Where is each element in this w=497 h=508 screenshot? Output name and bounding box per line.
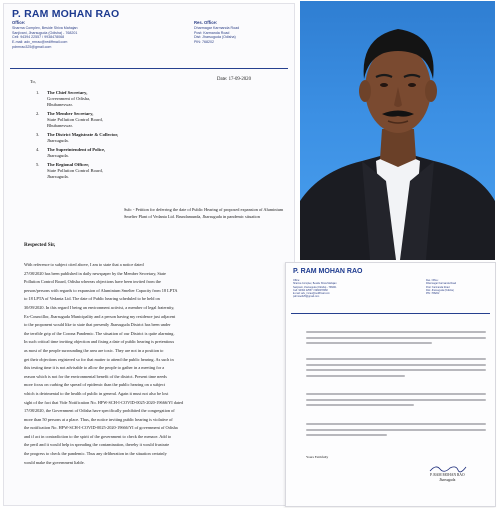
second-page-divider: [291, 313, 490, 314]
second-page-paragraph: [306, 393, 486, 410]
letter-page-second: [285, 262, 496, 507]
recipient-number: 5.: [36, 162, 40, 167]
body-line: 17/08/2020, the Government of Odisha have specifically prohibited the congregation of: [24, 408, 175, 414]
residence-line: Dist: Jharsuguda (Odisha): [194, 35, 236, 40]
signature-block: [430, 473, 465, 483]
recipient-number: 1.: [36, 90, 40, 95]
letterhead-divider: [10, 68, 288, 69]
recipient-title: The Superintendent of Police,: [47, 147, 106, 152]
office-line: Sharma Complex, Beside Shiva Mahajan: [293, 282, 337, 286]
letterhead-residence-block: [194, 21, 289, 45]
residence-line: Dist: Jharsuguda (Odisha): [426, 288, 454, 292]
body-line: which is detrimental to the health of public in general. Again it must not also be lost: [24, 390, 169, 396]
office-line: Sharma Complex, Beside Shiva Mahajan: [12, 25, 78, 30]
residence-line: Dharmagar Karmanda Road: [426, 282, 457, 286]
recipient-title: The Member Secretary,: [47, 111, 94, 116]
letter-salutation: Respected Sir,: [24, 242, 56, 248]
recipient-item: [36, 90, 216, 108]
second-page-office-block: [293, 279, 373, 299]
residence-heading: Res. Office:: [194, 20, 218, 25]
residence-line: Post: Karmanda Road: [426, 285, 450, 289]
body-line: reason which is not for the environmental benefit of the district. Present time needs: [24, 373, 167, 379]
handwritten-signature: [428, 463, 468, 473]
body-line: to the proponent would like to state that presently Jharsuguda District has been under: [24, 322, 171, 328]
residence-heading: Res. Office:: [426, 279, 439, 282]
body-line: more than 50 persons at a place. Thus, the notice inviting public hearing is violative of: [24, 416, 173, 422]
body-line: would make the government liable.: [24, 459, 85, 465]
recipient-line: Jharsuguda.: [47, 138, 69, 143]
recipient-title: The Regional Officer,: [47, 162, 90, 167]
residence-line: PIN: 768202: [194, 40, 214, 45]
recipient-line: Bhubaneswar.: [47, 123, 73, 128]
recipient-title: The District Magistrate & Collector,: [47, 132, 119, 137]
recipient-item: [36, 132, 216, 144]
body-line: person/persons with regards to expansion of Aluminium Smelter Capacity from 18 LPTA: [24, 287, 178, 293]
recipient-number: 4.: [36, 147, 40, 152]
letterhead-office-block: [12, 21, 132, 50]
body-line: and if act in contradiction to the spirit of the government to check the menace. Add to: [24, 433, 172, 439]
recipient-number: 3.: [36, 132, 40, 137]
second-page-paragraph: [306, 331, 486, 348]
body-line: the terrible grip of the Corona Pandemic. The situation of our District is quite alarming.: [24, 330, 175, 336]
letter-subject: Sub: - Petition for deferring the date of Public Hearing of proposed expansion of Aluminium Smelter Plant of Vedanta Ltd. Brundamunda, Jharsuguda in pandemic situation: [124, 207, 284, 219]
office-heading: Office:: [293, 279, 300, 282]
body-line: the peril and it would help in spreading the contamination, thereby it would frustrate: [24, 442, 170, 448]
recipient-item: [36, 111, 216, 129]
body-line: sight of the fact that Vide Notification No. HFW-SCH-I-COVID-0025-2020-19666/YI dated: [24, 399, 184, 405]
second-page-residence-block: [426, 279, 492, 295]
body-line: to 18 LPTA of Vedanta Ltd. The date of Public hearing scheduled to be held on: [24, 296, 160, 302]
recipient-line: Jharsuguda.: [47, 153, 69, 158]
second-page-paragraph: [306, 358, 486, 380]
body-line: the notification No. HFW-SCH-I-COVID-0025-2020-19666/YI of government of Odisha: [24, 425, 178, 431]
second-page-letterhead-name: P. RAM MOHAN RAO: [293, 268, 363, 275]
recipient-title: The Chief Secretary,: [47, 90, 88, 95]
letter-page-main: [3, 3, 295, 506]
recipient-item: [36, 147, 216, 159]
letter-body: [24, 261, 286, 467]
body-line: the progress to check the pandemic. Thus any deliberation in the situation certainly: [24, 451, 167, 457]
office-line: pdrmrao325@gmail.com: [12, 44, 52, 49]
body-line: Ex-Councillor, Jharsuguda Municipality and a person having my residence just adjacent: [24, 313, 176, 319]
signatory-place: Jharsuguda: [439, 478, 456, 482]
office-line: Sanjivani, Jharsuguda (Odisha) - 768201: [12, 30, 78, 35]
to-label: To,: [30, 79, 36, 84]
recipient-list: [36, 90, 216, 183]
recipient-line: Bhubaneswar.: [47, 102, 73, 107]
closing-line: Yours Faithfully: [306, 455, 329, 459]
signatory-name: P. RAM MOHAN RAO: [430, 473, 465, 477]
recipient-number: 2.: [36, 111, 40, 116]
office-heading: Office:: [12, 20, 26, 25]
letterhead-name: P. RAM MOHAN RAO: [12, 8, 120, 20]
office-line: E-mail: adv_rmrao@rediffmail.com: [12, 40, 68, 45]
recipient-line: State Pollution Control Board,: [47, 168, 103, 173]
recipient-line: State Pollution Control Board,: [47, 117, 103, 122]
office-line: Sanjivani, Jharsuguda (Odisha) - 768201: [293, 285, 337, 289]
residence-line: Dharmagar Karmanda Road: [194, 25, 240, 30]
body-line: 30/09/2020. In this regard I being an environment activist, a member of legal fraternity,: [24, 304, 175, 310]
residence-line: PIN: 768202: [426, 292, 440, 296]
recipient-item: [36, 162, 216, 180]
body-line: this testing time it is not advisable to allow the people to gather in a meeting for a: [24, 365, 165, 371]
recipient-line: Government of Odisha,: [47, 96, 91, 101]
body-line: more focus on curbing the spread of epidemic than the public hearing on a subject: [24, 382, 166, 388]
office-line: Cell: 94394 22557 / 9938478068: [12, 35, 65, 40]
body-line: With reference to subject cited above, I am to state that a notice dated: [24, 262, 144, 267]
body-line: as most of the people surrounding the area are toxic. They are not in a position to: [24, 347, 164, 353]
letter-date: Date: 17-09-2020: [217, 77, 251, 82]
body-line: 27/08/2020 has been published in daily newspaper by the Member Secretary, State: [24, 270, 166, 276]
office-line: E-mail: adv_rmrao@rediffmail.com: [293, 292, 330, 296]
recipient-line: Jharsuguda.: [47, 174, 69, 179]
portrait-photo: [300, 1, 495, 260]
office-line: pdrmrao325@gmail.com: [293, 295, 320, 299]
body-line: Pollution Control Board, Odisha whereas objections have been invited from the: [24, 279, 161, 285]
portrait-illustration: [300, 1, 495, 260]
body-line: In such critical time inviting objection and fixing a date of public hearing is pretentious: [24, 339, 175, 345]
residence-line: Post: Karmanda Road: [194, 30, 230, 35]
second-page-paragraph: [306, 423, 486, 440]
body-line: get their objections registered so for that matter to attend the public hearing. As such in: [24, 356, 174, 362]
office-line: Cell: 94394 22557 / 9938478068: [293, 288, 328, 292]
